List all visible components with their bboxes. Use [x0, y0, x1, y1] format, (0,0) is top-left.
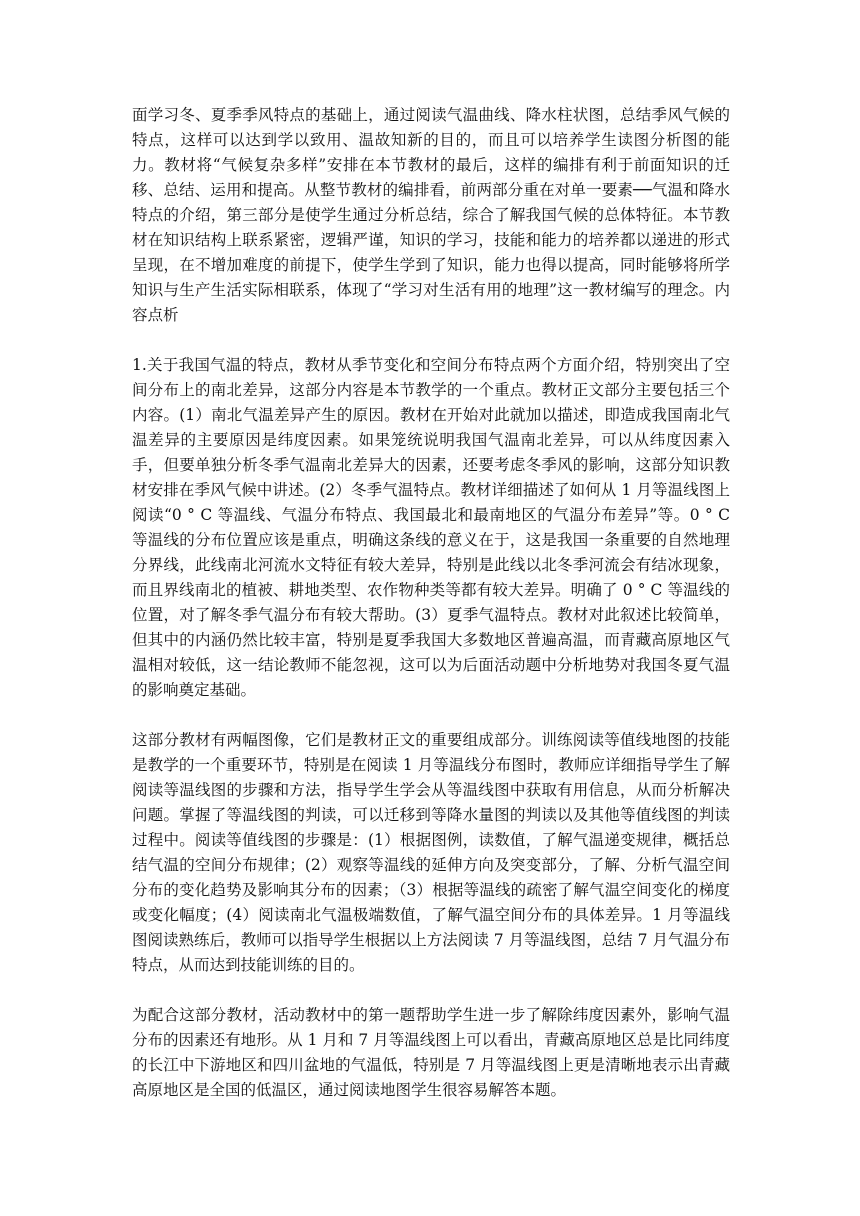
- paragraph-temperature-features: 1.关于我国气温的特点，教材从季节变化和空间分布特点两个方面介绍，特别突出了空间分布上的南北差异，这部分内容是本节教学的一个重点。教材正文部分主要包括三个内容。(1）南北气温差异产生的原因。教材在开始对此就加以描述，即造成我国南北气温差异的主要原因是纬度因素。如果笼统说明我国气温南北差异，可以从纬度因素入手，但要单独分析冬季气温南北差异大的因素，还要考虑冬季风的影响，这部分知识教材安排在季风气候中讲述。(2）冬季气温特点。教材详细描述了如何从 1 月等温线图上阅读“0 ° C 等温线、气温分布特点、我国最北和最南地区的气温分布差异”等。0 ° C 等温线的分布位置应该是重点，明确这条线的意义在于，这是我国一条重要的自然地理分界线，此线南北河流水文特征有较大差异，特别是此线以北冬季河流会有结冰现象，而且界线南北的植被、耕地类型、农作物种类等都有较大差异。明确了 0 ° C 等温线的位置，对了解冬季气温分布有较大帮助。(3）夏季气温特点。教材对此叙述比较简单，但其中的内涵仍然比较丰富，特别是夏季我国大多数地区普遍高温，而青藏高原地区气温相对较低，这一结论教师不能忽视，这可以为后面活动题中分析地势对我国冬夏气温的影响奠定基础。: [132, 356, 735, 699]
- document-body: [132, 103, 735, 1103]
- paragraph-gap: [132, 978, 730, 1003]
- paragraph-gap: [132, 703, 730, 728]
- paragraph-isotherm-maps: 这部分教材有两幅图像，它们是教材正文的重要组成部分。训练阅读等值线地图的技能是教学的一个重要环节，特别是在阅读 1 月等温线分布图时，教师应详细指导学生了解阅读等温线图的步骤和方法，指导学生学会从等温线图中获取有用信息，从而分析解决问题。掌握了等温线图的判读，可以迁移到等降水量图的判读以及其他等值线图的判读过程中。阅读等值线图的步骤是：(1）根据图例，读数值，了解气温递变规律，概括总结气温的空间分布规律；(2）观察等温线的延伸方向及突变部分，了解、分析气温空间分布的变化趋势及影响其分布的因素；（3）根据等温线的疏密了解气温空间变化的梯度或变化幅度；(4）阅读南北气温极端数值，了解气温空间分布的具体差异。1 月等温线图阅读熟练后，教师可以指导学生根据以上方法阅读 7 月等温线图，总结 7 月气温分布特点，从而达到技能训练的目的。: [132, 731, 730, 974]
- paragraph-activity: 为配合这部分教材，活动教材中的第一题帮助学生进一步了解除纬度因素外，影响气温分布的因素还有地形。从 1 月和 7 月等温线图上可以看出，青藏高原地区总是比同纬度的长江中下游地区和四川盆地的气温低，特别是 7 月等温线图上更是清晰地表示出青藏高原地区是全国的低温区，通过阅读地图学生很容易解答本题。: [132, 1006, 730, 1099]
- paragraph-gap: [132, 328, 730, 353]
- paragraph-intro: 面学习冬、夏季季风特点的基础上，通过阅读气温曲线、降水柱状图，总结季风气候的特点，这样可以达到学以致用、温故知新的目的，而且可以培养学生读图分析图的能力。教材将“气候复杂多样”安排在本节教材的最后，这样的编排有利于前面知识的迁移、总结、运用和提高。从整节教材的编排看，前两部分重在对单一要素──气温和降水特点的介绍，第三部分是使学生通过分析总结，综合了解我国气候的总体特征。本节教材在知识结构上联系紧密，逻辑严谨，知识的学习，技能和能力的培养都以递进的形式呈现，在不增加难度的前提下，使学生学到了知识，能力也得以提高，同时能够将所学知识与生产生活实际相联系，体现了“学习对生活有用的地理”这一教材编写的理念。内容点析: [132, 106, 730, 324]
